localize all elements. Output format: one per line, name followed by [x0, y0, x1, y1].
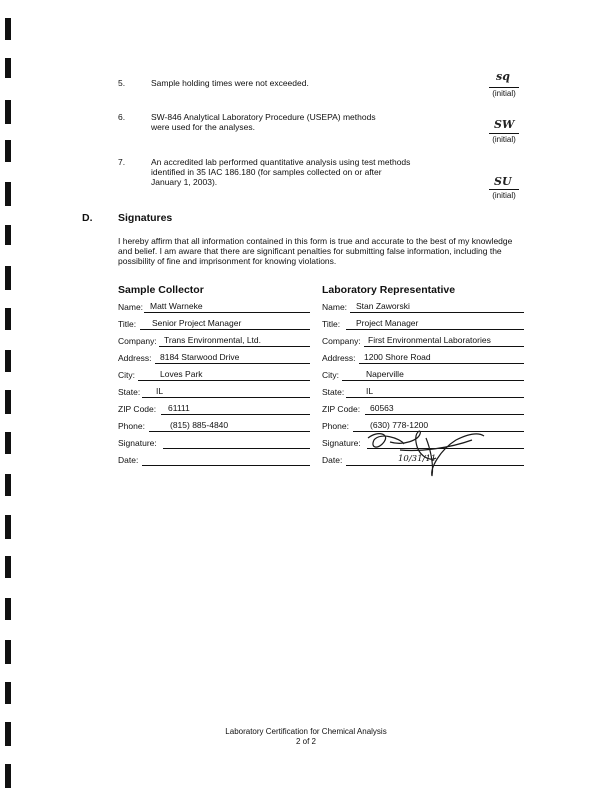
- lab-zip-row: [322, 404, 524, 416]
- scan-edge-mark: [5, 515, 11, 539]
- scan-edge-mark: [5, 225, 11, 245]
- field-label: ZIP Code:: [118, 404, 157, 414]
- lab-city-row: [322, 370, 524, 382]
- collector-city-row: [118, 370, 310, 382]
- item-number: 7.: [118, 157, 126, 167]
- scan-edge-mark: [5, 764, 11, 788]
- field-value: 10/31/11: [398, 454, 437, 464]
- initial-label: (initial): [489, 87, 519, 98]
- scan-edge-mark: [5, 598, 11, 620]
- field-label: State:: [118, 387, 141, 397]
- field-label: Company:: [322, 336, 361, 346]
- item-text: SW-846 Analytical Laboratory Procedure (USEPA) methods were used for the analyses.: [151, 112, 376, 132]
- lab-company-row: [322, 336, 524, 348]
- collector-address-row: [118, 353, 310, 365]
- collector-signature-row: [118, 438, 310, 450]
- field-value: Loves Park: [160, 369, 203, 379]
- field-value: Naperville: [366, 369, 404, 379]
- scan-edge-mark: [5, 182, 11, 206]
- field-label: Address:: [118, 353, 152, 363]
- field-label: Phone:: [322, 421, 349, 431]
- field-label: Company:: [118, 336, 157, 346]
- field-value: Matt Warneke: [150, 301, 203, 311]
- scan-edge-mark: [5, 100, 11, 124]
- section-letter: D.: [82, 212, 93, 224]
- date-field[interactable]: [142, 455, 310, 466]
- signature-field[interactable]: [163, 438, 310, 449]
- scan-edge-mark: [5, 432, 11, 454]
- field-label: Date:: [322, 455, 343, 465]
- scan-edge-mark: [5, 266, 11, 290]
- field-label: Date:: [118, 455, 139, 465]
- scan-edge-mark: [5, 556, 11, 578]
- scan-edge-mark: [5, 640, 11, 664]
- handwritten-initial: sq: [496, 70, 510, 83]
- collector-state-row: [118, 387, 310, 399]
- collector-phone-row: [118, 421, 310, 433]
- field-label: City:: [118, 370, 135, 380]
- scan-edge-mark: [5, 18, 11, 40]
- field-value: 8184 Starwood Drive: [160, 352, 240, 362]
- field-label: Signature:: [118, 438, 157, 448]
- field-label: Name:: [322, 302, 348, 312]
- scan-edge-mark: [5, 682, 11, 704]
- handwritten-initial: SU: [494, 175, 512, 188]
- field-label: Phone:: [118, 421, 145, 431]
- lab-address-row: [322, 353, 524, 365]
- footer-title: Laboratory Certification for Chemical Analysis: [225, 727, 387, 736]
- lab-representative-title: Laboratory Representative: [322, 284, 456, 296]
- field-label: ZIP Code:: [322, 404, 361, 414]
- state-field[interactable]: [142, 387, 310, 398]
- collector-zip-row: [118, 404, 310, 416]
- collector-date-row: [118, 455, 310, 467]
- item-text: An accredited lab performed quantitative analysis using test methods identified in 35 IAC 186.180 (for samples collected on or after January 1, 2003).: [151, 157, 411, 187]
- affirmation-text: I hereby affirm that all information contained in this form is true and accurate to the best of my knowledge and belief. I am aware that there are significant penalties for submitting false information, including the possibility of fine and imprisonment for knowing violations.: [118, 236, 513, 266]
- field-label: Title:: [118, 319, 137, 329]
- field-value: 60563: [370, 403, 394, 413]
- item-text: Sample holding times were not exceeded.: [151, 78, 309, 88]
- collector-company-row: [118, 336, 310, 348]
- scan-edge-mark: [5, 58, 11, 78]
- item-number: 6.: [118, 112, 126, 122]
- page-number: 2 of 2: [295, 737, 316, 746]
- scan-edge-mark: [5, 308, 11, 330]
- scan-edge-mark: [5, 140, 11, 162]
- lab-title-row: [322, 319, 524, 331]
- scan-edge-mark: [5, 390, 11, 414]
- field-label: Title:: [322, 319, 341, 329]
- initial-label: (initial): [489, 189, 519, 200]
- field-label: Signature:: [322, 438, 361, 448]
- field-value: First Environmental Laboratories: [368, 335, 491, 345]
- field-label: City:: [322, 370, 339, 380]
- field-value: IL: [156, 386, 164, 396]
- initial-label: (initial): [489, 133, 519, 144]
- item-number: 5.: [118, 78, 126, 88]
- field-value: Stan Zaworski: [356, 301, 410, 311]
- lab-state-row: [322, 387, 524, 399]
- collector-title-row: [118, 319, 310, 331]
- field-label: Address:: [322, 353, 356, 363]
- handwritten-initial: SW: [494, 118, 515, 131]
- field-value: 61111: [168, 403, 190, 413]
- field-value: 1200 Shore Road: [364, 352, 431, 362]
- field-value: Project Manager: [356, 318, 419, 328]
- field-label: State:: [322, 387, 345, 397]
- scan-edge-mark: [5, 474, 11, 496]
- sample-collector-title: Sample Collector: [118, 284, 204, 296]
- scan-edge-mark: [5, 350, 11, 372]
- field-value: IL: [366, 386, 374, 396]
- section-title: Signatures: [118, 212, 173, 224]
- handwritten-signature: [360, 428, 490, 480]
- collector-name-row: [118, 302, 310, 314]
- field-label: Name:: [118, 302, 144, 312]
- field-value: Senior Project Manager: [152, 318, 242, 328]
- field-value: Trans Environmental, Ltd.: [164, 335, 262, 345]
- lab-name-row: [322, 302, 524, 314]
- field-value: (815) 885-4840: [170, 420, 229, 430]
- field-value: (630) 778-1200: [370, 420, 429, 430]
